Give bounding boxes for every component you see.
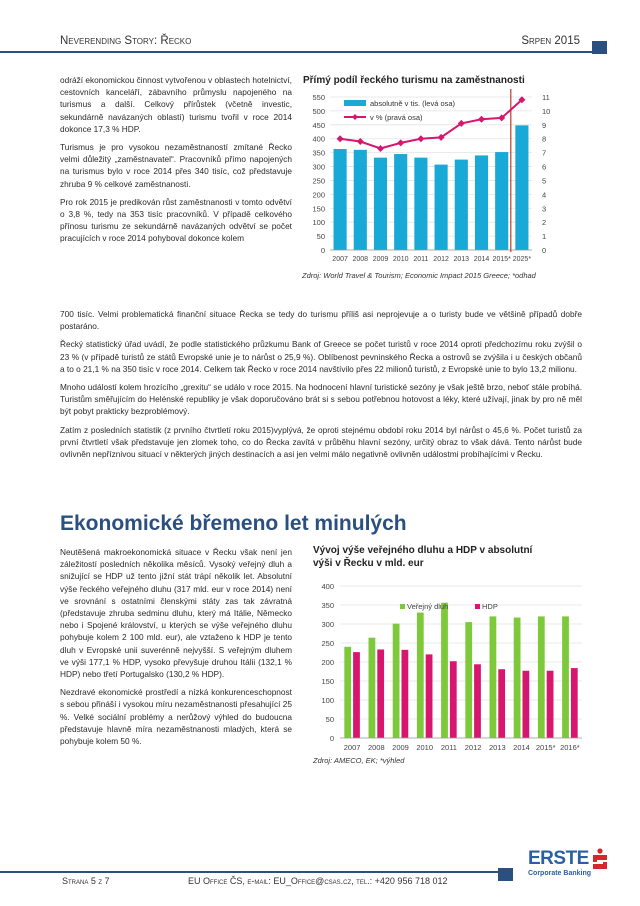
header-date: Srpen 2015	[521, 35, 580, 47]
line-point	[377, 145, 384, 152]
bar-debt	[514, 618, 521, 738]
y-tick-left: 0	[320, 246, 325, 255]
y-tick-left: 400	[312, 134, 325, 144]
bar	[515, 125, 528, 250]
erste-s-icon	[592, 848, 608, 870]
y-tick-right: 0	[542, 246, 547, 255]
x-tick-label: 2011	[413, 256, 429, 263]
y-tick: 250	[321, 639, 334, 648]
y-tick-left: 300	[312, 162, 325, 172]
bar	[414, 158, 427, 250]
header-title: Neverending Story: Řecko	[60, 35, 192, 47]
y-tick-right: 4	[542, 190, 547, 200]
chart1-title: Přímý podíl řeckého turismu na zaměstnanosti	[303, 75, 525, 86]
legend-label: absolutně v tis. (levá osa)	[370, 99, 456, 108]
y-tick-right: 5	[542, 176, 547, 186]
x-tick-label: 2009	[372, 256, 389, 263]
bar	[394, 154, 407, 250]
header-divider	[0, 51, 592, 53]
y-tick-left: 250	[312, 176, 325, 186]
y-tick-right: 1	[542, 232, 547, 242]
x-tick-label: 2009	[392, 743, 409, 752]
paragraph: Řecký statistický úřad uvádí, že podle statistického průzkumu Bank of Greece se počet turistů v roce 2014 oproti předchozímu roku zvýšil o 23 % (v případě turistů ze států Evropské unie je to nárůst o 25,9 %). Oblíbenost pevninského Řecka a ostrovů se zvýšila i u českých občanů a to o 21,1 % na 350 tisíc v roce 2014. Celkem tak Řecko v roce 2014 navštívilo přes 22 milionů turistů, z Evropské unie to bylo 13,2 milionu.	[60, 339, 582, 374]
bar-gdp	[426, 654, 433, 738]
footer-contact: EU Office ČS, e-mail: EU_Office@csas.cz, tel.: +420 956 718 012	[188, 876, 448, 886]
x-tick-label: 2010	[392, 256, 409, 263]
bar-gdp	[377, 649, 384, 738]
bar-debt	[393, 624, 400, 738]
bar-debt	[490, 616, 497, 738]
y-tick-left: 550	[312, 93, 325, 102]
legend-swatch	[475, 604, 480, 609]
bar-gdp	[402, 650, 409, 738]
bar	[495, 152, 508, 250]
bar-gdp	[450, 661, 457, 738]
full-width-text	[60, 308, 582, 466]
bar	[435, 165, 448, 250]
x-tick-label: 2008	[367, 743, 385, 752]
chart2-title-line: Vývoj výše veřejného dluhu a HDP v absolutní	[313, 545, 533, 556]
chart2-title-line: výši v Řecku v mld. eur	[313, 558, 424, 569]
paragraph: Pro rok 2015 je predikován růst zaměstnanosti v tomto odvětví o 3,8 %, tedy na 353 tisíc pracovníků. V případě celkového přínosu turismu ze sekundárně navázaných odvětví se počet pracujících v roce 2014 pohyboval dokonce kolem	[60, 196, 292, 244]
x-tick-label: 2010	[416, 743, 434, 752]
y-tick: 200	[321, 658, 334, 667]
x-tick-label: 2016*	[560, 743, 580, 752]
x-tick-label: 2012	[433, 256, 449, 263]
bar-debt	[465, 622, 472, 738]
bar-debt	[417, 613, 424, 738]
bar	[475, 155, 488, 250]
chart1	[300, 88, 600, 278]
bar-gdp	[474, 664, 481, 738]
bar	[455, 160, 468, 250]
y-tick-right: 2	[542, 218, 547, 228]
legend-marker	[352, 114, 358, 120]
footer-divider	[0, 871, 498, 873]
y-tick-right: 3	[542, 204, 547, 214]
y-tick: 150	[321, 677, 334, 686]
legend-swatch	[400, 604, 405, 609]
y-tick-right: 10	[542, 106, 551, 116]
paragraph: Mnoho událostí kolem hrozícího „grexitu“ se událo v roce 2015. Na hodnocení hlavní turistické sezóny je však ještě brzo, neboť stále probíhá. Turistům směřujícím do Helénské republiky je však doporučováno brát si s sebou potřebnou hotovost a léky, které užívají, jinak by pro ně měl být pobyt prakticky bezproblémový.	[60, 382, 582, 417]
bar-gdp	[523, 671, 530, 738]
y-tick-right: 7	[542, 148, 547, 158]
header-accent-box	[592, 41, 607, 54]
footer-accent-box	[498, 868, 513, 881]
paragraph: Nezdravé ekonomické prostředí a nízká konkurenceschopnost s sebou přináší i vysokou míru nezaměstnanosti přesahující 25 %. Velké sociální problémy a nerůžový výhled do budoucna představuje hlavně míra nezaměstnanosti mladých, která se pohybuje kolem 50 %.	[60, 687, 292, 747]
y-tick-right: 11	[542, 93, 550, 102]
x-tick-label: 2014	[513, 743, 530, 752]
paragraph: Turismus je pro vysokou nezaměstnaností zmítané Řecko velmi důležitý „zaměstnavatel“. Pracovníků přímo napojených na turismus bylo v roce 2014 přes 340 tisíc, což představuje zhruba 9 % celkové zaměstnanosti.	[60, 142, 292, 189]
x-tick-label: 2015*	[535, 743, 556, 752]
section-text	[60, 546, 292, 753]
chart2	[310, 578, 600, 768]
x-tick-label: 2014	[473, 256, 490, 263]
paragraph: Neutěšená makroekonomická situace v Řecku však není jen záležitostí posledních několika měsíců. Vysoký veřejný dluh a snižující se HDP už tento jižní stát trápí několik let. Absolutní výše řeckého veřejného dluhu (317 mld. eur v roce 2014) není ve srovnání s ostatními členskými státy zas tak závratná (představuje zhruba sedminu dluhu, který má Itálie, Německo nebo i Spojené království, u kterých se výše veřejného dluhu pohybuje kolem 2 100 mld. eur), ale vztaženo k HDP je tento dluh v Evropské unii suverénně nejvyšší. S veřejným dluhem ve výši 177,1 % HDP, vysoko převyšuje druhou Itálii (132,1 % HDP) nebo třetí Portugalsko (130,2 % HDP).	[60, 547, 292, 680]
line-point	[397, 139, 404, 146]
bar	[334, 149, 347, 250]
chart1-source: Zdroj: World Travel & Tourism; Economic Impact 2015 Greece; *odhad	[302, 271, 536, 280]
left-column-text	[60, 74, 292, 245]
y-tick: 400	[321, 582, 334, 591]
legend-label: HDP	[482, 602, 498, 611]
y-tick-left: 50	[316, 232, 325, 242]
bar-debt	[538, 616, 545, 738]
legend-swatch-bars	[344, 100, 366, 106]
line-point	[337, 135, 344, 142]
y-tick-right: 9	[542, 120, 547, 130]
x-tick-label: 2007	[343, 743, 361, 752]
x-tick-label: 2008	[352, 256, 369, 263]
section-heading: Ekonomické břemeno let minulých	[60, 512, 407, 535]
y-tick-left: 350	[312, 148, 325, 158]
line-point	[478, 116, 485, 123]
bar-gdp	[547, 671, 554, 738]
y-tick: 100	[321, 696, 334, 705]
y-tick: 0	[329, 734, 334, 743]
bar	[374, 158, 387, 250]
y-tick: 50	[325, 715, 334, 724]
x-tick-label: 2013	[453, 256, 470, 263]
bar-gdp	[571, 668, 578, 738]
bar-debt	[369, 638, 376, 738]
legend-label: v % (pravá osa)	[370, 113, 423, 122]
bar	[354, 150, 367, 250]
y-tick-left: 200	[312, 190, 325, 200]
paragraph: odráží ekonomickou činnost vytvořenou v oblastech hotelnictví, cestovních kanceláří, zábavního průmyslu napojeného na turismus a další. Celkový přírůstek (včetně investic, sekundárně navázaných oblastí) turismu tvořil v roce 2014 dokonce 17,3 % HDP.	[60, 75, 292, 134]
paragraph: 700 tisíc. Velmi problematická finanční situace Řecka se tedy do turismu příliš asi neprojevuje a o turisty bude ve většině případů dobře postaráno.	[60, 309, 582, 332]
y-tick: 300	[321, 620, 334, 629]
bar-debt	[562, 616, 569, 738]
x-tick-label: 2015*	[492, 256, 511, 263]
bar-debt	[344, 647, 351, 738]
erste-logo	[528, 848, 608, 877]
y-tick-left: 450	[312, 120, 325, 130]
y-tick-left: 100	[312, 218, 325, 228]
x-tick-label: 2011	[440, 743, 457, 752]
footer-page-number: Strana 5 z 7	[62, 876, 110, 886]
bar-debt	[441, 603, 448, 738]
paragraph: Zatím z posledních statistik (z prvního čtvrtletí roku 2015)vyplývá, že oproti stejnému období roku 2014 byl nárůst o 45,6 %. Počet turistů za první čtvrtletí však představuje jen zlomek toho, co do Řecka zavítá v průběhu hlavní sezóny, určitý obraz to však dává. Tento nárůst bude ovlivněn nepříznivou situací v některých jiných destinacích a asi jen velmi málo negativně ovlivněn událostmi probíhajícími v Řecku.	[60, 424, 582, 460]
line-point	[417, 135, 424, 142]
y-tick-left: 150	[312, 204, 325, 214]
y-tick-right: 8	[542, 134, 547, 144]
x-tick-label: 2013	[488, 743, 506, 752]
x-tick-label: 2012	[464, 743, 482, 752]
x-tick-label: 2007	[332, 256, 348, 263]
chart2-source: Zdroj: AMECO, EK; *výhled	[313, 756, 405, 765]
chart2-title	[313, 544, 583, 570]
x-tick-label: 2025*	[512, 256, 532, 263]
y-tick-right: 6	[542, 162, 547, 172]
logo-subtitle: Corporate Banking	[528, 870, 592, 877]
bar-gdp	[498, 669, 505, 738]
y-tick-left: 500	[312, 106, 325, 116]
bar-gdp	[353, 652, 360, 738]
y-tick: 350	[321, 601, 334, 610]
logo-text: ERSTE	[528, 848, 589, 869]
legend-label: Veřejný dluh	[407, 602, 449, 611]
